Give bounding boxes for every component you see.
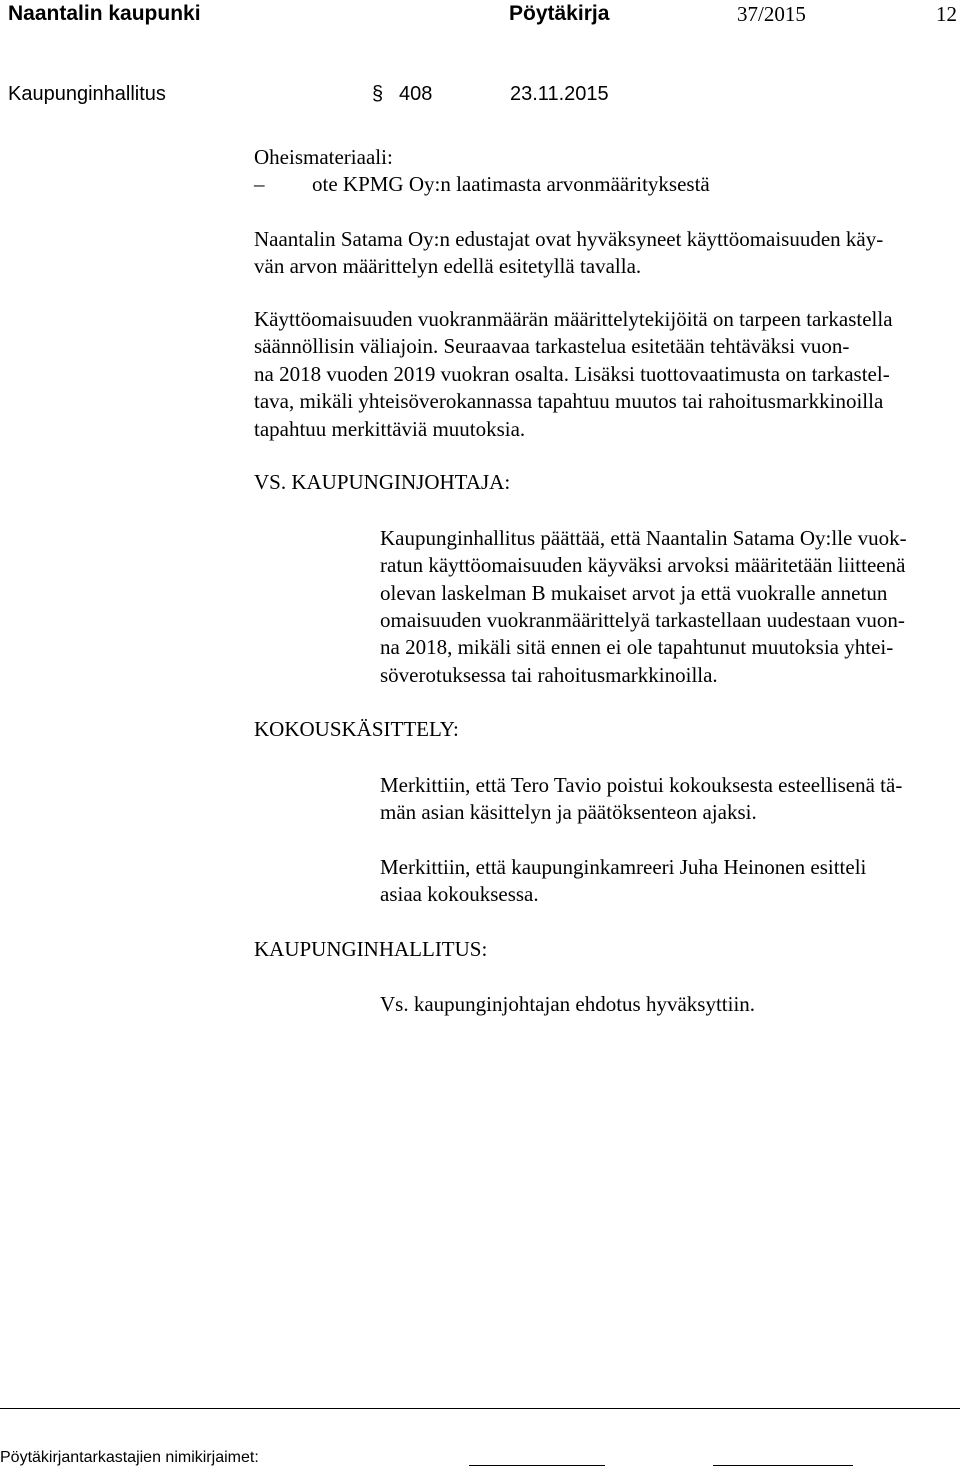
signature-line-1: [469, 1465, 605, 1466]
para2-line-3: na 2018 vuoden 2019 vuokran osalta. Lisäksi tuottovaatimusta on tarkastel-: [254, 362, 890, 386]
proposal-line-4: omaisuuden vuokranmäärittelyä tarkastellaan uudestaan vuon-: [380, 608, 905, 632]
meeting-note1-line-2: män asian käsittelyn ja päätöksenteon ajaksi.: [380, 800, 757, 824]
signatures-label: Pöytäkirjantarkastajien nimikirjaimet:: [0, 1449, 259, 1466]
meeting-note2-line-2: asiaa kokouksessa.: [380, 882, 539, 906]
para1-line-1: Naantalin Satama Oy:n edustajat ovat hyväksyneet käyttöomaisuuden käy-: [254, 227, 884, 251]
page-number: 12: [936, 2, 957, 26]
attachment-dash: –: [254, 172, 265, 196]
meeting-note2-line-1: Merkittiin, että kaupunginkamreeri Juha Heinonen esitteli: [380, 855, 867, 879]
proposal-line-5: na 2018, mikäli sitä ennen ei ole tapahtunut muutoksia yhtei-: [380, 635, 894, 659]
doc-type: Pöytäkirja: [509, 2, 610, 25]
proposal-line-6: söverotuksessa tai rahoitusmarkkinoilla.: [380, 663, 718, 687]
para2-line-2: säännöllisin väliajoin. Seuraavaa tarkastelua esitetään tehtäväksi vuon-: [254, 334, 850, 358]
meeting-date: 23.11.2015: [510, 83, 609, 105]
proposal-line-3: olevan laskelman B mukaiset arvot ja että vuokralle annetun: [380, 581, 888, 605]
proposal-label: VS. KAUPUNGINJOHTAJA:: [254, 470, 511, 494]
doc-number: 37/2015: [737, 2, 806, 26]
para1-line-2: vän arvon määrittelyn edellä esitetyllä tavalla.: [254, 254, 642, 278]
section-symbol: §: [372, 83, 384, 105]
proposal-line-2: ratun käyttöomaisuuden käyväksi arvoksi määritetään liitteenä: [380, 553, 906, 577]
para2-line-1: Käyttöomaisuuden vuokranmäärän määrittelytekijöitä on tarpeen tarkastella: [254, 307, 893, 331]
attachments-label: Oheismateriaali:: [254, 145, 393, 169]
body-name: Kaupunginhallitus: [8, 83, 166, 105]
para2-line-5: tapahtuu merkittäviä muutoksia.: [254, 417, 526, 441]
signature-line-2: [713, 1465, 853, 1466]
attachment-item: ote KPMG Oy:n laatimasta arvonmäärityksestä: [312, 172, 710, 196]
decision-label: KAUPUNGINHALLITUS:: [254, 937, 488, 961]
meeting-note1-line-1: Merkittiin, että Tero Tavio poistui kokouksesta esteellisenä tä-: [380, 773, 903, 797]
para2-line-4: tava, mikäli yhteisöverokannassa tapahtuu muutos tai rahoitusmarkkinoilla: [254, 389, 884, 413]
footer-divider: [0, 1408, 960, 1409]
org-name: Naantalin kaupunki: [8, 2, 201, 25]
section-number: 408: [399, 83, 433, 105]
decision-text: Vs. kaupunginjohtajan ehdotus hyväksyttiin.: [380, 992, 756, 1016]
proposal-line-1: Kaupunginhallitus päättää, että Naantalin Satama Oy:lle vuok-: [380, 526, 907, 550]
meeting-label: KOKOUSKÄSITTELY:: [254, 717, 459, 741]
